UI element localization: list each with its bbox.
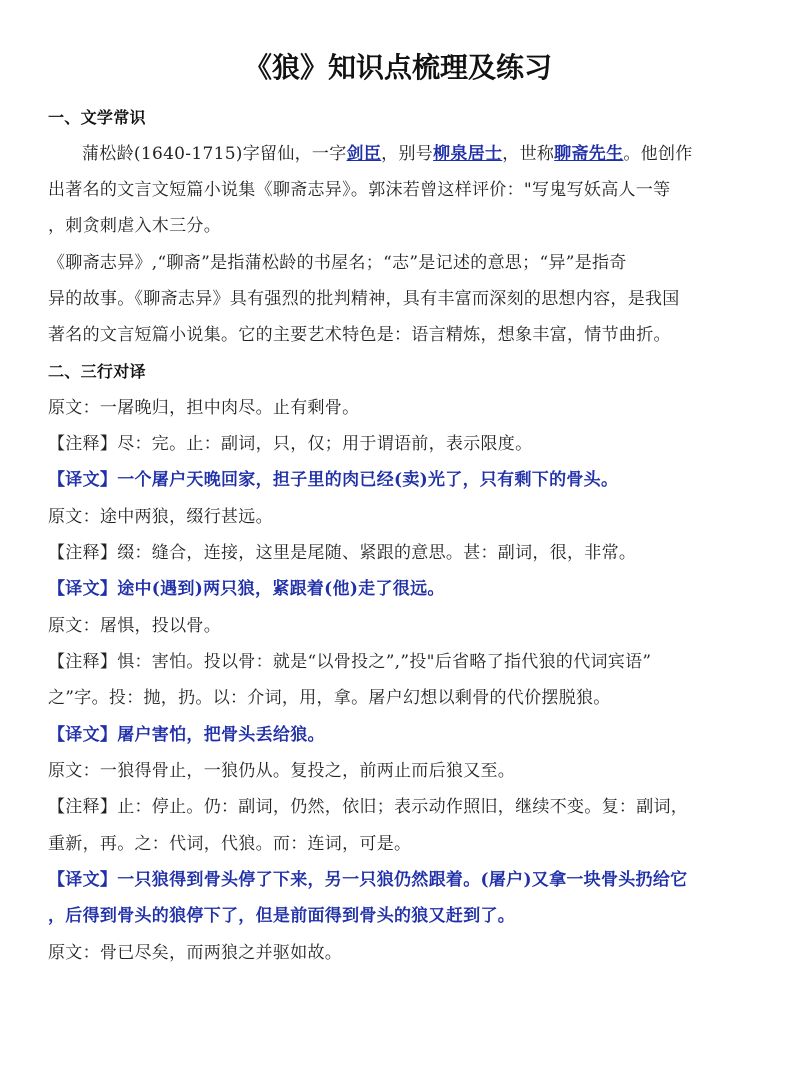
annotation-text: 之”字。投：抛，扔。以：介词，用，拿。屠户幻想以剩骨的代价摆脱狼。 — [48, 688, 611, 708]
original-text: 原文：一狼得骨止，一狼仍从。复投之，前两止而后狼又至。 — [48, 761, 516, 781]
text-span: ，别号 — [381, 144, 434, 164]
paragraph-line: 著名的文言短篇小说集。它的主要艺术特色是：语言精炼，想象丰富，情节曲折。 — [48, 325, 671, 345]
text-span: 蒲松龄(1640-1715)字留仙，一字 — [82, 144, 347, 164]
section-heading-translation: 二、三行对译 — [48, 362, 146, 381]
translation-text: ，后得到骨头的狼停下了，但是前面得到骨头的狼又赶到了。 — [48, 906, 516, 926]
original-text: 原文：途中两狼，缀行甚远。 — [48, 507, 273, 527]
link-liuquanjushi[interactable]: 柳泉居士 — [433, 144, 503, 164]
annotation-text: 【注释】缀：缝合，连接，这里是尾随、紧跟的意思。甚：副词，很，非常。 — [48, 543, 637, 563]
paragraph-line: 《聊斋志异》,“聊斋”是指蒲松龄的书屋名；“志”是记述的意思；“异”是指奇 — [48, 253, 627, 273]
section-heading-literature: 一、文学常识 — [48, 108, 146, 127]
annotation-text: 【注释】尽：完。止：副词，只，仅；用于谓语前，表示限度。 — [48, 434, 533, 454]
translation-text: 【译文】一只狼得到骨头停了下来，另一只狼仍然跟着。(屠户)又拿一块骨头扔给它 — [48, 870, 688, 890]
annotation-text: 重新，再。之：代词，代狼。而：连词，可是。 — [48, 834, 412, 854]
annotation-text: 【注释】止：停止。仍：副词，仍然，依旧；表示动作照旧，继续不变。复：副词， — [48, 797, 689, 817]
translation-text: 【译文】屠户害怕，把骨头丢给狼。 — [48, 725, 325, 745]
paragraph-line: 出著名的文言文短篇小说集《聊斋志异》。郭沫若曾这样评价："写鬼写妖高人一等 — [48, 180, 671, 200]
paragraph-line: 异的故事。《聊斋志异》具有强烈的批判精神，具有丰富而深刻的思想内容，是我国 — [48, 289, 680, 309]
text-span: 。他创作 — [623, 144, 693, 164]
paragraph-line — [48, 142, 782, 166]
original-text: 原文：骨已尽矣，而两狼之并驱如故。 — [48, 943, 343, 963]
page-title: 《狼》知识点梳理及练习 — [243, 51, 552, 84]
translation-text: 【译文】途中(遇到)两只狼，紧跟着(他)走了很远。 — [48, 579, 445, 599]
original-text: 原文：屠惧，投以骨。 — [48, 616, 221, 636]
link-jianchen[interactable]: 剑臣 — [346, 144, 382, 164]
annotation-text: 【注释】惧：害怕。投以骨：就是“以骨投之”,”投"后省略了指代狼的代词宾语” — [48, 652, 652, 672]
paragraph-line: ，刺贪刺虐入木三分。 — [48, 216, 221, 236]
text-span: ，世称 — [502, 144, 555, 164]
original-text: 原文：一屠晚归，担中肉尽。止有剩骨。 — [48, 398, 360, 418]
link-liaozhaixiansheng[interactable]: 聊斋先生 — [554, 144, 624, 164]
translation-text: 【译文】一个屠户天晚回家，担子里的肉已经(卖)光了，只有剩下的骨头。 — [48, 470, 619, 490]
